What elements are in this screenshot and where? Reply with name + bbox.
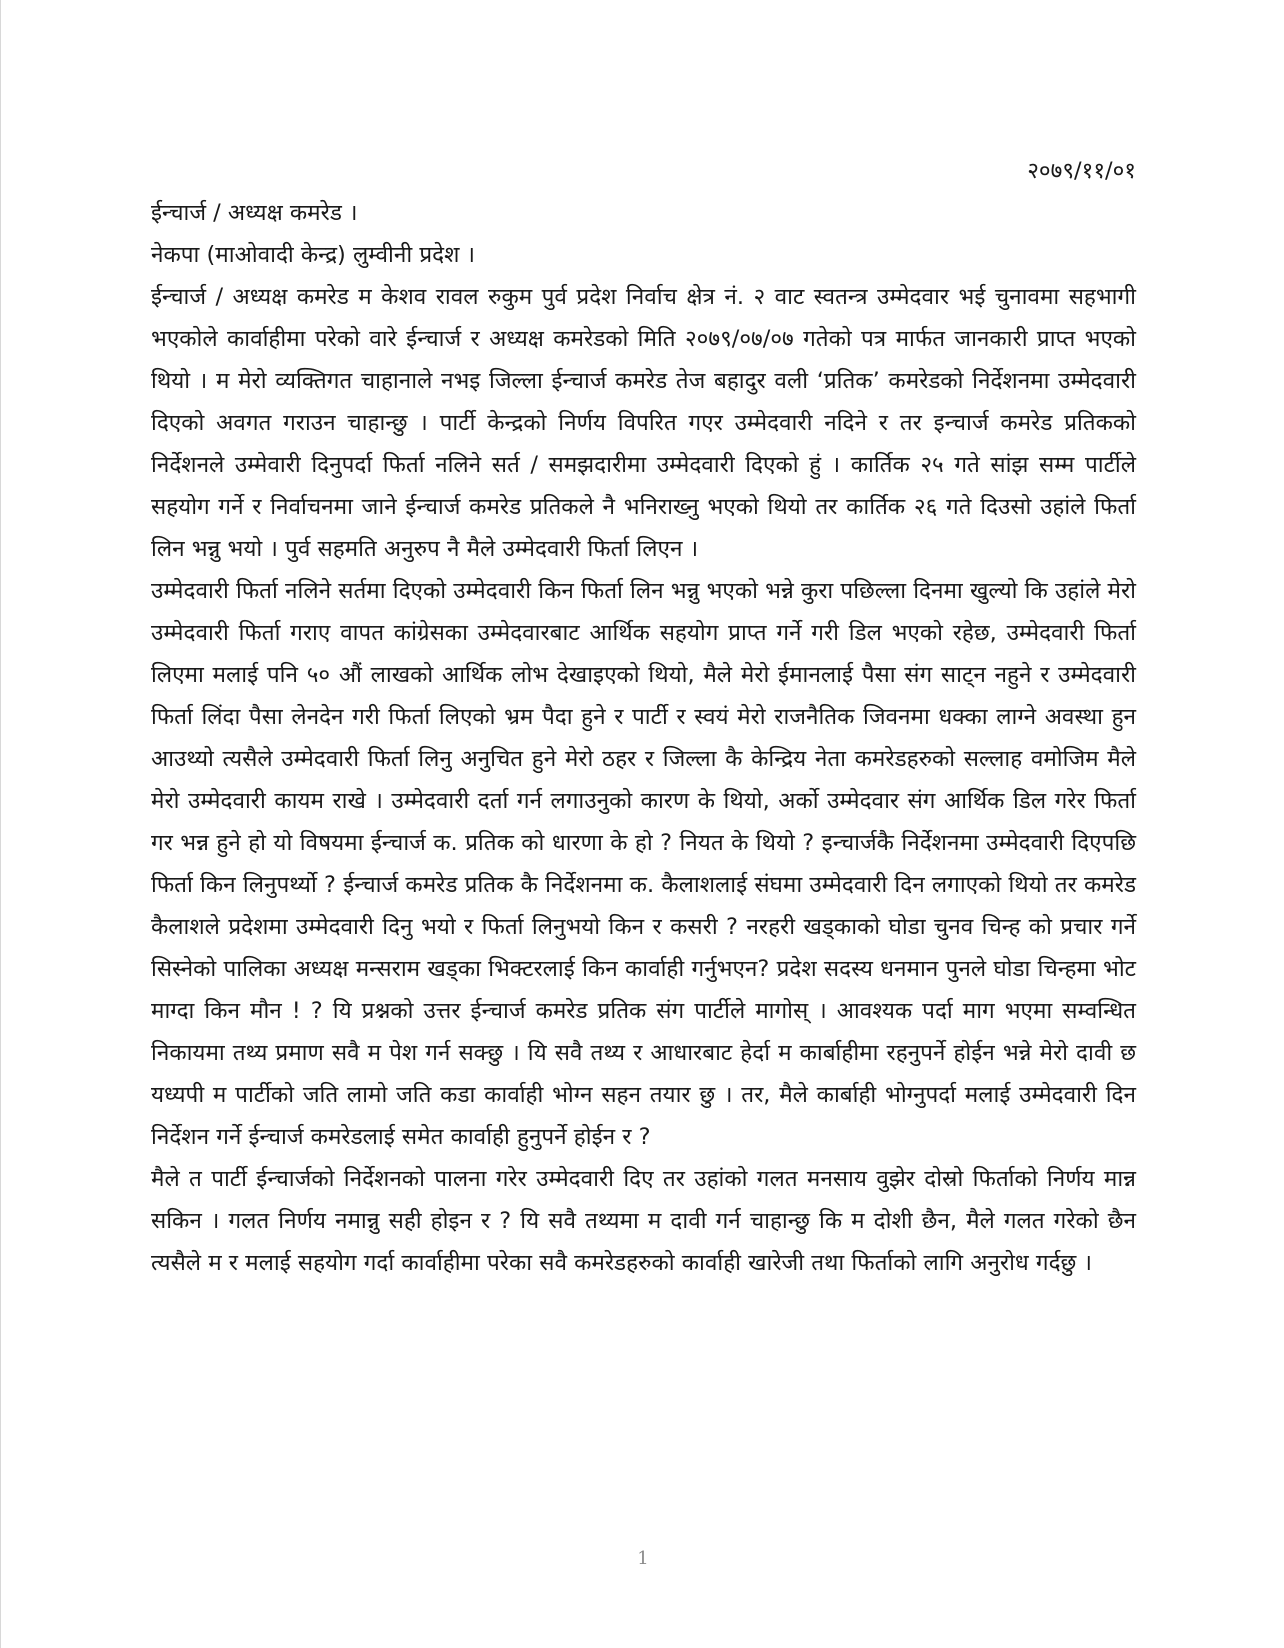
page-number: 1: [637, 1548, 649, 1569]
letter-paragraph-3: मैले त पार्टी ईन्चार्जको निर्देशनको पालना गरेर उम्मेदवारी दिए तर उहांको गलत मनसाय वुझेर दोस्रो फिर्ताको निर्णय मान्न सकिन । गलत निर्णय नमान्नु सही होइन र ? यि सवै तथ्यमा म दावी गर्न चाहान्छु कि म दोशी छैन, मैले गलत गरेको छैन त्यसैले म र मलाई सहयोग गर्दा कार्वाहीमा परेका सवै कमरेडहरुको कार्वाही खारेजी तथा फिर्ताको लागि अनुरोध गर्दछु ।: [151, 1166, 1136, 1276]
letter-body: [151, 276, 1136, 1284]
letter-paragraph-1: ईन्चार्ज / अध्यक्ष कमरेड म केशव रावल रुकुम पुर्व प्रदेश निर्वाच क्षेत्र नं. २ वाट स्वतन्त्र उम्मेदवार भई चुनावमा सहभागी भएकोले कार्वाहीमा परेको वारे ईन्चार्ज र अध्यक्ष कमरेडको मिति २०७९/०७/०७ गतेको पत्र मार्फत जानकारी प्राप्त भएको थियो । म मेरो व्यक्तिगत चाहानाले नभइ जिल्ला ईन्चार्ज कमरेड तेज बहादुर वली ‘प्रतिक’ कमरेडको निर्देशनमा उम्मेदवारी दिएको अवगत गराउन चाहान्छु । पार्टी केन्द्रको निर्णय विपरित गएर उम्मेदवारी नदिने र तर इन्चार्ज कमरेड प्रतिकको निर्देशनले उम्मेवारी दिनुपर्दा फिर्ता नलिने सर्त / समझदारीमा उम्मेदवारी दिएको हुं । कार्तिक २५ गते सांझ सम्म पार्टीले सहयोग गर्ने र निर्वाचनमा जाने ईन्चार्ज कमरेड प्रतिकले नै भनिराख्नु भएको थियो तर कार्तिक २६ गते दिउसो उहांले फिर्ता लिन भन्नु भयो । पुर्व सहमति अनुरुप नै मैले उम्मेदवारी फिर्ता लिएन ।: [151, 284, 1136, 562]
letter-date: २०७९/११/०१: [1027, 158, 1136, 184]
letter-paragraph-2: उम्मेदवारी फिर्ता नलिने सर्तमा दिएको उम्मेदवारी किन फिर्ता लिन भन्नु भएको भन्ने कुरा पछिल्ला दिनमा खुल्यो कि उहांले मेरो उम्मेदवारी फिर्ता गराए वापत कांग्रेसका उम्मेदवारबाट आर्थिक सहयोग प्राप्त गर्ने गरी डिल भएको रहेछ, उम्मेदवारी फिर्ता लिएमा मलाई पनि ५० औं लाखको आर्थिक लोभ देखाइएको थियो, मैले मेरो ईमानलाई पैसा संग साट्न नहुने र उम्मेदवारी फिर्ता लिंदा पैसा लेनदेन गरी फिर्ता लिएको भ्रम पैदा हुने र पार्टी र स्वयं मेरो राजनैतिक जिवनमा धक्का लाग्ने अवस्था हुन आउथ्यो त्यसैले उम्मेदवारी फिर्ता लिनु अनुचित हुने मेरो ठहर र जिल्ला कै केन्द्रिय नेता कमरेडहरुको सल्लाह वमोजिम मैले मेरो उम्मेदवारी कायम राखे । उम्मेदवारी दर्ता गर्न लगाउनुको कारण के थियो, अर्को उम्मेदवार संग आर्थिक डिल गरेर फिर्ता गर भन्न हुने हो यो विषयमा ईन्चार्ज क. प्रतिक को धारणा के हो ? नियत के थियो ? इन्चार्जकै निर्देशनमा उम्मेदवारी दिएपछि फिर्ता किन लिनुपर्थ्यो ? ईन्चार्ज कमरेड प्रतिक कै निर्देशनमा क. कैलाशलाई संघमा उम्मेदवारी दिन लगाएको थियो तर कमरेड कैलाशले प्रदेशमा उम्मेदवारी दिनु भयो र फिर्ता लिनुभयो किन र कसरी ? नरहरी खड्काको घोडा चुनव चिन्ह को प्रचार गर्ने सिस्नेको पालिका अध्यक्ष मन्सराम खड्का भिक्टरलाई किन कार्वाही गर्नुभएन? प्रदेश सदस्य धनमान पुनले घोडा चिन्हमा भोट माग्दा किन मौन ! ? यि प्रश्नको उत्तर ईन्चार्ज कमरेड प्रतिक संग पार्टीले मागोस् । आवश्यक पर्दा माग भएमा सम्वन्धित निकायमा तथ्य प्रमाण सवै म पेश गर्न सक्छु । यि सवै तथ्य र आधारबाट हेर्दा म कार्बाहीमा रहनुपर्ने होईन भन्ने मेरो दावी छ यध्यपी म पार्टीको जति लामो जति कडा कार्वाही भोग्न सहन तयार छु । तर, मैले कार्बाही भोग्नुपर्दा मलाई उम्मेदवारी दिन निर्देशन गर्ने ईन्चार्ज कमरेडलाई समेत कार्वाही हुनुपर्ने होईन र ?: [151, 578, 1136, 1150]
letter-addressee: नेकपा (माओवादी केन्द्र) लुम्वीनी प्रदेश ।: [151, 242, 476, 268]
letter-content: [151, 150, 1136, 1284]
letter-salutation: ईन्चार्ज / अध्यक्ष कमरेड ।: [151, 200, 358, 226]
